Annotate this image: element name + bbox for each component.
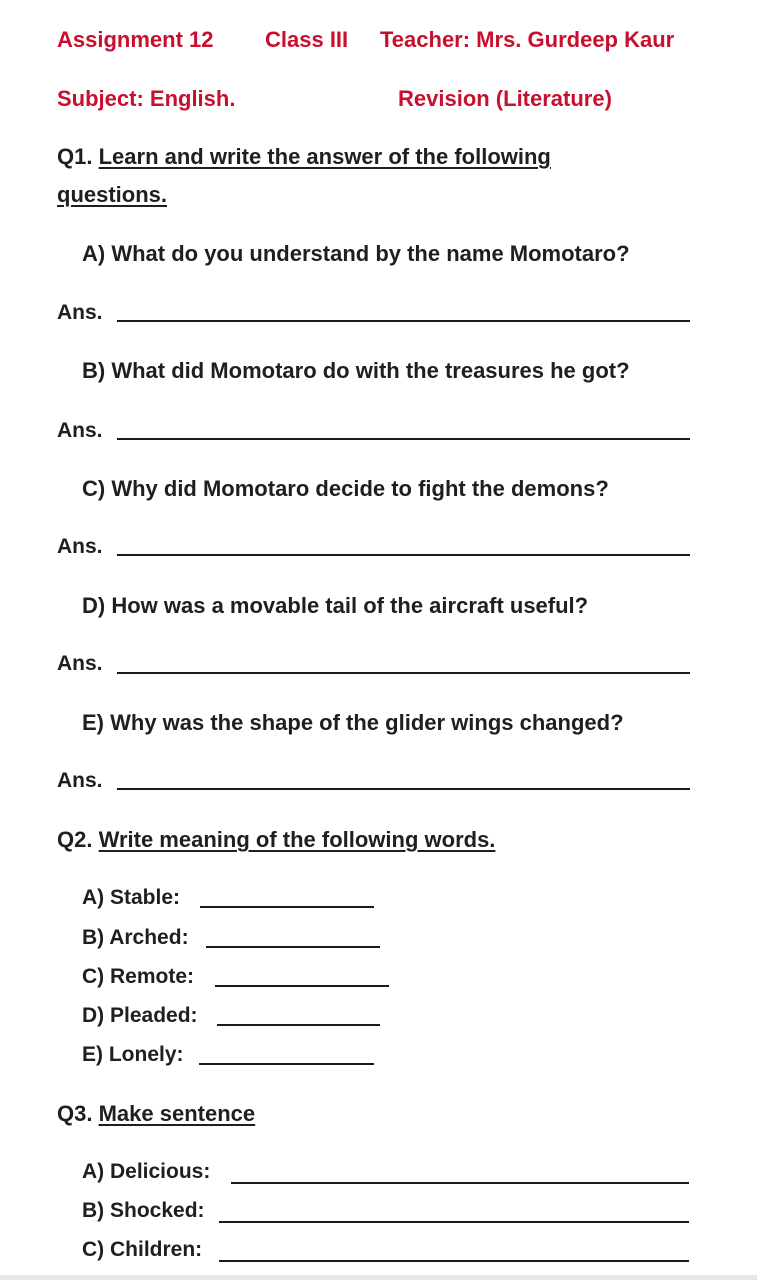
q1-answer-label-a: Ans.: [57, 301, 103, 324]
q2-word-e: E) Lonely:: [82, 1043, 184, 1066]
q2-answer-line-b[interactable]: [206, 946, 380, 948]
q2-word-b: B) Arched:: [82, 926, 189, 949]
q1-answer-line-e[interactable]: [117, 788, 690, 790]
q2-prompt: Write meaning of the following words.: [98, 827, 496, 852]
q1-answer-line-d[interactable]: [117, 672, 690, 674]
subject-label: Subject: English.: [57, 86, 236, 111]
revision-label: Revision (Literature): [398, 86, 612, 111]
q1-answer-line-a[interactable]: [117, 320, 690, 322]
q1-prompt-line1: Learn and write the answer of the following: [98, 144, 551, 169]
q1-number: Q1.: [57, 144, 93, 169]
q3-answer-line-c[interactable]: [219, 1260, 689, 1262]
q1-answer-line-b[interactable]: [117, 438, 690, 440]
q3-word-a: A) Delicious:: [82, 1160, 211, 1183]
q3-heading: [57, 1101, 255, 1127]
q2-word-d: D) Pleaded:: [82, 1004, 198, 1027]
q1-heading: [57, 144, 551, 170]
assignment-number: Assignment 12: [57, 27, 214, 52]
bottom-divider: [0, 1275, 757, 1280]
q1-question-c: C) Why did Momotaro decide to fight the demons?: [82, 476, 609, 501]
q2-answer-line-c[interactable]: [215, 985, 389, 987]
q1-answer-label-e: Ans.: [57, 769, 103, 792]
q1-answer-line-c[interactable]: [117, 554, 690, 556]
q1-answer-label-d: Ans.: [57, 652, 103, 675]
q2-word-c: C) Remote:: [82, 965, 195, 988]
q2-number: Q2.: [57, 827, 93, 852]
q1-answer-label-b: Ans.: [57, 419, 103, 442]
q3-number: Q3.: [57, 1101, 93, 1126]
q3-answer-line-b[interactable]: [219, 1221, 689, 1223]
teacher-label: Teacher: Mrs. Gurdeep Kaur: [380, 27, 675, 52]
q1-question-a: A) What do you understand by the name Momotaro?: [82, 241, 630, 266]
q2-answer-line-d[interactable]: [217, 1024, 380, 1026]
q3-word-c: C) Children:: [82, 1238, 203, 1261]
q2-word-a: A) Stable:: [82, 886, 181, 909]
q1-question-e: E) Why was the shape of the glider wings changed?: [82, 710, 624, 735]
q2-answer-line-a[interactable]: [200, 906, 374, 908]
q3-answer-line-a[interactable]: [231, 1182, 689, 1184]
class-label: Class III: [265, 27, 349, 52]
q1-question-b: B) What did Momotaro do with the treasures he got?: [82, 358, 630, 383]
q2-heading: [57, 827, 495, 853]
q1-question-d: D) How was a movable tail of the aircraft useful?: [82, 593, 589, 618]
q1-answer-label-c: Ans.: [57, 535, 103, 558]
q2-answer-line-e[interactable]: [199, 1063, 374, 1065]
q3-prompt: Make sentence: [98, 1101, 256, 1126]
q3-word-b: B) Shocked:: [82, 1199, 205, 1222]
q1-prompt-line2: questions.: [57, 182, 168, 207]
